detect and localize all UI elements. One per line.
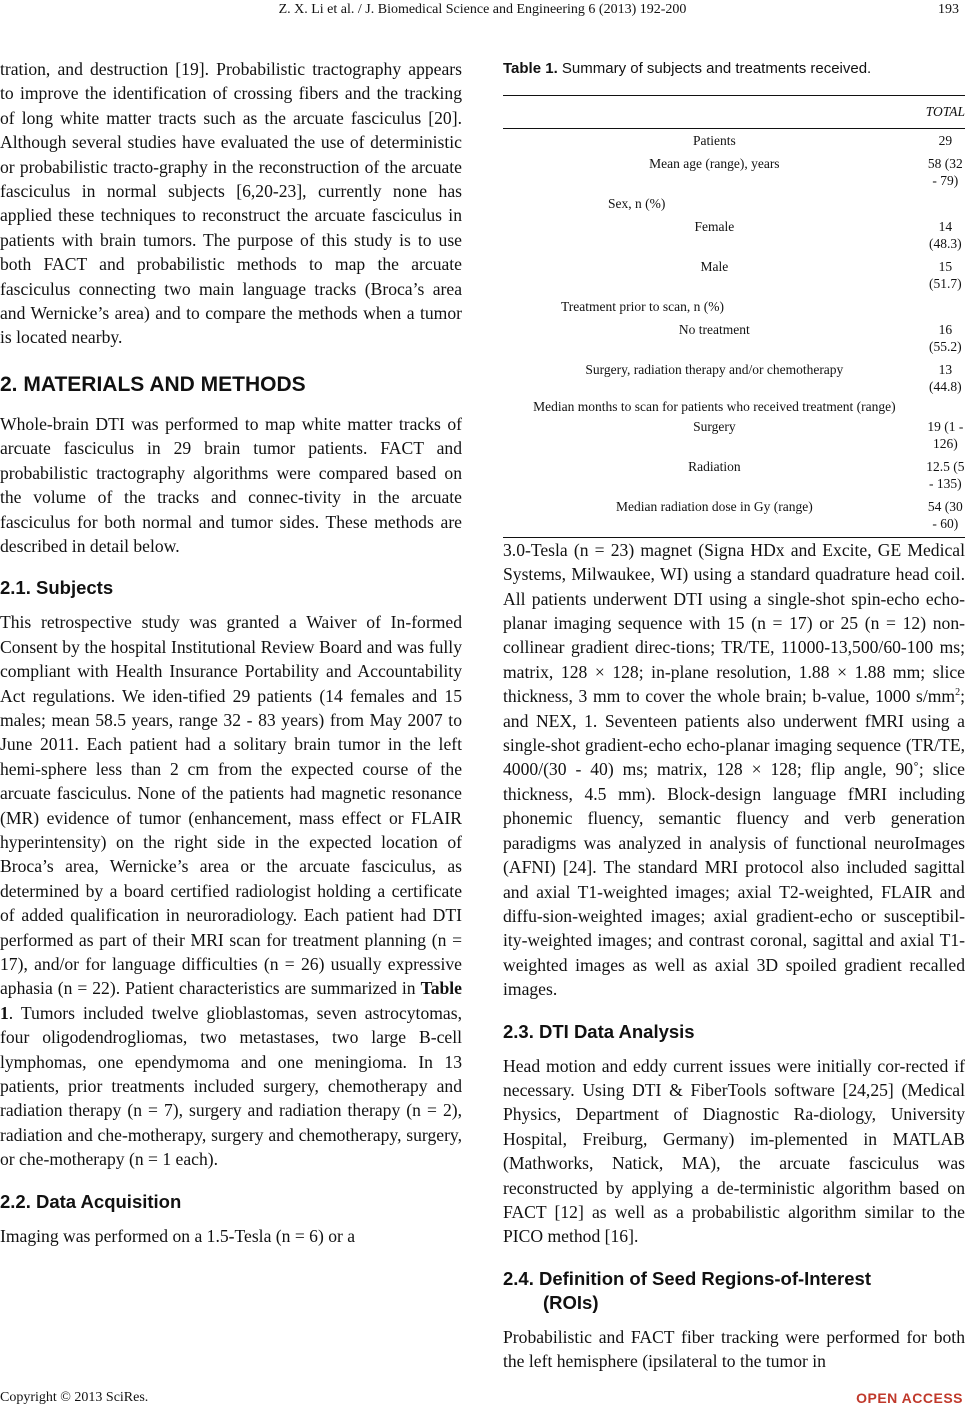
footer-copyright: Copyright © 2013 SciRes. xyxy=(0,1390,149,1405)
table-row xyxy=(503,415,965,455)
superscript-2: 2 xyxy=(955,687,961,699)
row-value: 14 (48.3) xyxy=(929,218,962,251)
section-2-paragraph: Whole-brain DTI was performed to map white matter tracks of arcuate fasciculus in 29 brain tumor patients. FACT and probabilistic tractography algorithms were compared based on the volume of the tracks and connec-tivity in the arcuate fasciculus for both normal and tumor sides. These methods are described in detail below. xyxy=(0,413,462,556)
section-2-1-paragraph xyxy=(0,610,462,1171)
section-2-4-heading xyxy=(503,1267,965,1315)
row-value: 19 (1 - 126) xyxy=(927,418,964,451)
row-label: No treatment xyxy=(678,321,750,337)
acquisition-text-b: ; and NEX, 1. Seventeen patients also underwent fMRI using a single-shot gradient-echo echo-planar imaging sequence (TR/TE, 4000/(30 - 40) ms; matrix, 128 × 128; flip angle, 90˚; slice thickness, 4.5 mm). Block-design language fMRI including phonemic fluency, semantic fluency and verb generation paradigms was analyzed in analysis of functional neuroImages (AFNI) [24]. The standard MRI protocol also included sagittal and axial T1-weighted images; axial T2-weighted, FLAIR and diffu-sion-weighted images; axial gradient-echo or susceptibil-ity-weighted images; and contrast coronal, sagittal and axial T1-weighted images as well as axial 3D spoiled gradient recalled images. xyxy=(503,686,965,1000)
right-column xyxy=(503,57,965,1374)
section-2-1-text-tail: . Tumors included twelve glioblastomas, seven astrocytomas, four oligodendrogliomas, two metastases, two large B-cell lymphomas, one ependymoma and one meningioma. In 13 patients, prior treatments included surgery, chemotherapy and radiation therapy (n = 7), surgery and radiation therapy (n = 2), radiation and che-motherapy, surgery and chemotherapy, surgery, or che-motherapy (n = 1 each). xyxy=(0,1002,462,1170)
table-header-blank xyxy=(503,96,926,128)
table-row xyxy=(503,318,965,358)
row-value xyxy=(926,192,965,215)
row-label: Median months to scan for patients who received treatment (range) xyxy=(533,398,896,414)
row-label: Mean age (range), years xyxy=(649,155,780,171)
row-label: Sex, n (%) xyxy=(608,195,666,211)
row-value: 16 (55.2) xyxy=(929,321,962,354)
table-row xyxy=(503,128,965,152)
section-2-4-paragraph: Probabilistic and FACT fiber tracking were performed for both the left hemisphere (ipsilateral to the tumor in xyxy=(503,1326,965,1372)
section-2-2-heading: 2.2. Data Acquisition xyxy=(0,1190,182,1212)
intro-paragraph: tration, and destruction [19]. Probabilistic tractography appears to improve the identification of crossing fibers and the tracking of long white matter tracts such as the arcuate fasciculus [20]. Although several studies have evaluated the use of deterministic or probabilistic tracto-graphy in the reconstruction of the arcuate fasciculus in normal subjects [6,20-23], currently none has applied these techniques to reconstruct the arcuate fasciculus in patients with brain tumors. The purpose of this study is to use both FACT and probabilistic methods to map the arcuate fasciculus connecting two main language tracks (Broca’s area and Wernicke’s area) and to compare the methods when a tumor is located nearby. xyxy=(0,59,462,348)
table-1-reference[interactable]: Table 1 xyxy=(0,978,462,1023)
section-2-3-paragraph: Head motion and eddy current issues were initially cor-rected if necessary. Using DTI & FiberTools software [24,25] (Medical Physics, Department of Diagnostic Ra-diology, University Hospital, Freiburg, Germany) im-plemented in MATLAB (Mathworks, Natick, MA), the arcuate fasciculus was reconstructed by applying a de-terministic algorithm based on FACT [12] as well as a probabilistic algorithm similar to the PICO method [16]. xyxy=(503,1055,965,1247)
left-column xyxy=(0,57,462,1248)
row-label: Surgery xyxy=(693,418,736,434)
row-value: 12.5 (5 - 135) xyxy=(926,458,965,491)
section-2-1-text: This retrospective study was granted a Waiver of In-formed Consent by the hospital Institutional Review Board and was fully compliant with Health Insurance Portability and Accountability Act regulations. We iden-tified 29 patients (14 females and 15 males; mean 58.5 years, range 32 - 83 years) from May 2007 to June 2011. Each patient had a solitary brain tumor in the left hemi-sphere less than 2 cm from the expected course of the arcuate fasciculus. None of the patients had magnetic resonance (MR) evidence of tumor (enhancement, mass effect or FLAIR hyperintensity) on the right side in the expected location of Broca’s area, Wernicke’s area or the arcuate fasciculus, as determined by a board certified radiologist holding a certificate of added qualification in neuroradiology. Each patient had DTI performed as part of their MRI scan for treatment planning (n = 17), and/or for language difficulties (n = 26) usually expressive aphasia (n = 22). Patient characteristics are summarized in xyxy=(0,612,462,999)
section-2-3-heading: 2.3. DTI Data Analysis xyxy=(503,1020,695,1042)
section-2-4-heading-line2: (ROIs) xyxy=(543,1291,599,1313)
section-2-2-paragraph: Imaging was performed on a 1.5-Tesla (n = 6) or a xyxy=(0,1225,356,1246)
table-row xyxy=(503,455,965,495)
table-row xyxy=(503,152,965,192)
table-1-caption-label: Table 1. xyxy=(503,60,558,77)
page-number: 193 xyxy=(938,2,959,17)
table-row xyxy=(503,215,965,255)
acquisition-text-a: 3.0-Tesla (n = 23) magnet (Signa HDx and Excite, GE Medical Systems, Milwaukee, WI) using a standard quadrature head coil. All patients underwent DTI using a single-shot spin-echo echo-planar imaging sequence with 15 (n = 17) or 25 (n = 12) non-collinear gradient direc-tions; TR/TE, 11000-13,500/60-100 ms; matrix, 128 × 128; in-plane resolution, 1.88 × 1.88 mm; slice thickness, 3 mm to cover the whole brain; b-value, 1000 s/mm xyxy=(503,539,965,707)
section-2-1-heading: 2.1. Subjects xyxy=(0,577,114,599)
section-2-heading: 2. MATERIALS AND METHODS xyxy=(0,372,306,396)
row-value xyxy=(926,295,965,318)
section-2-4-heading-line1: 2.4. Definition of Seed Regions-of-Interest xyxy=(503,1267,871,1289)
row-label: Radiation xyxy=(688,458,741,474)
table-row xyxy=(503,495,965,538)
row-label: Male xyxy=(700,258,729,274)
row-label: Treatment prior to scan, n (%) xyxy=(561,298,724,314)
table-row xyxy=(503,255,965,295)
row-label: Surgery, radiation therapy and/or chemotherapy xyxy=(585,361,844,377)
acquisition-paragraph xyxy=(503,538,965,1002)
running-header xyxy=(0,0,965,24)
row-value xyxy=(926,398,965,415)
footer-open-access: OPEN ACCESS xyxy=(856,1390,963,1406)
table-header-total: TOTAL xyxy=(926,96,965,128)
table-row xyxy=(503,295,965,318)
row-label: Female xyxy=(694,218,735,234)
running-head-title: Z. X. Li et al. / J. Biomedical Science and Engineering 6 (2013) 192-200 xyxy=(278,2,687,17)
row-value: 15 (51.7) xyxy=(929,258,962,291)
row-value: 29 xyxy=(938,132,953,148)
table-1-caption-text: Summary of subjects and treatments received. xyxy=(557,60,872,77)
row-label: Patients xyxy=(692,132,736,148)
table-header-row xyxy=(503,96,965,128)
table-1 xyxy=(503,95,965,537)
row-value: 13 (44.8) xyxy=(929,361,962,394)
table-row xyxy=(503,192,965,215)
table-row xyxy=(503,358,965,398)
row-value: 58 (32 - 79) xyxy=(927,155,963,188)
table-1-caption xyxy=(503,57,965,81)
row-label: Median radiation dose in Gy (range) xyxy=(503,495,926,538)
table-row xyxy=(503,398,965,415)
row-value: 54 (30 - 60) xyxy=(926,495,965,538)
